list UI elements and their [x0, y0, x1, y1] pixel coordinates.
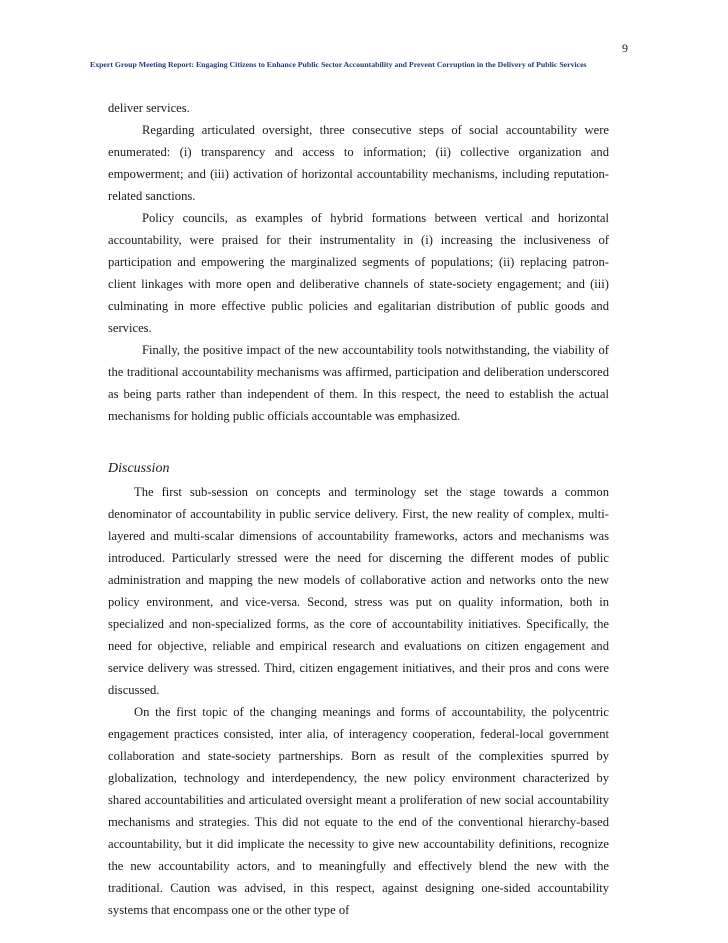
- paragraph-first-sub-session: The first sub-session on concepts and terminology set the stage towards a common denominator of accountability in public service delivery. First, the new reality of complex, multi-layered and multi-scalar dimensions of accountability frameworks, actors and mechanisms was introduced. Particularly stressed were the need for discerning the different modes of public administration and mapping the new models of collaborative action and networks onto the new policy environment, and vice-versa. Second, stress was put on quality information, both in specialized and non-specialized forms, as the core of accountability initiatives. Specifically, the need for objective, reliable and empirical research and evaluations on citizen engagement and service delivery was stressed. Third, citizen engagement initiatives, and their pros and cons were discussed.: [108, 485, 609, 697]
- page-number: 9: [622, 41, 628, 55]
- paragraph-polycentric-engagement: On the first topic of the changing meanings and forms of accountability, the polycentric engagement practices consisted, inter alia, of interagency cooperation, federal-local government collaboration and state-society partnerships. Born as result of the complexities spurred by globalization, technology and interdependency, the new policy environment characterized by shared accountabilities and articulated oversight meant a proliferation of new social accountability mechanisms and strategies. This did not equate to the end of the conventional hierarchy-based accountability, but it did implicate the necessity to give new accountability definitions, recognize the new accountability actors, and to meaningfully and effectively blend the new with the traditional. Caution was advised, in this respect, against designing one-sided accountability systems that encompass one or the other type of: [108, 705, 609, 917]
- paragraph-policy-councils: Policy councils, as examples of hybrid formations between vertical and horizontal accountability, were praised for their instrumentality in (i) increasing the inclusiveness of participation and empowering the marginalized segments of populations; (ii) replacing patron-client linkages with more open and deliberative channels of state-society engagement; and (iii) culminating in more effective public policies and egalitarian distribution of public goods and services.: [108, 211, 609, 335]
- section-heading-discussion: Discussion: [108, 461, 170, 476]
- running-header: Expert Group Meeting Report: Engaging Citizens to Enhance Public Sector Accountability and Prevent Corruption in the Delivery of Public Services: [90, 60, 587, 69]
- paragraph-traditional-mechanisms: Finally, the positive impact of the new accountability tools notwithstanding, the viability of the traditional accountability mechanisms was affirmed, participation and deliberation underscored as being parts rather than independent of them. In this respect, the need to establish the actual mechanisms for holding public officials accountable was emphasized.: [108, 343, 609, 423]
- document-body: [108, 97, 609, 921]
- paragraph-articulated-oversight: Regarding articulated oversight, three consecutive steps of social accountability were enumerated: (i) transparency and access to information; (ii) collective organization and empowerment; and (iii) activation of horizontal accountability mechanisms, including reputation-related sanctions.: [108, 123, 609, 203]
- paragraph-continuation: deliver services.: [108, 101, 190, 115]
